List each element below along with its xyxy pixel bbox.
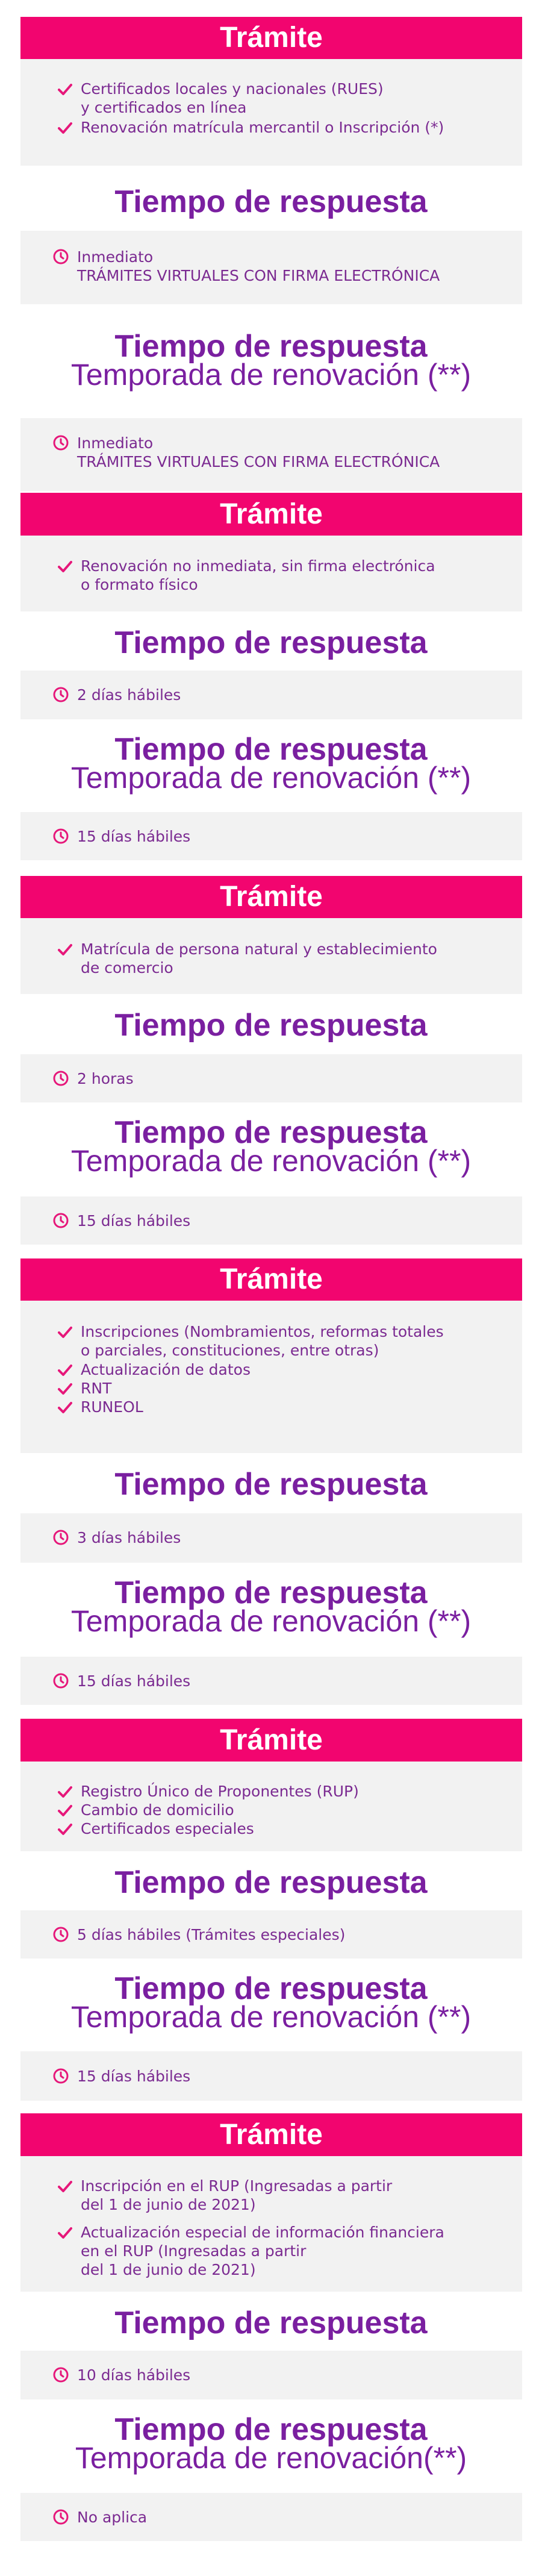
response-time-title: Tiempo de respuesta [114,625,428,660]
response-time-text: Inmediato TRÁMITES VIRTUALES CON FIRMA ELECTRÓNICA [77,248,440,284]
season-response-text: 15 días hábiles [77,828,191,845]
clock-icon [52,828,69,845]
tramite-header: Trámite [20,17,522,59]
response-time-value [77,1528,504,1547]
check-icon [58,1803,72,1816]
tramite-item-text: Inscripción en el RUP (Ingresadas a partir del 1 de junio de 2021) [81,2177,393,2213]
tramite-header: Trámite [20,493,522,536]
season-response-box [20,2051,522,2101]
clock-icon [52,1926,69,1943]
check-icon [58,942,72,955]
check-icon [58,1381,72,1395]
response-time-text: 5 días hábiles (Trámites especiales) [77,1926,346,1943]
check-icon [58,2225,72,2239]
season-response-title: Tiempo de respuesta [114,1115,428,1150]
response-time-box [20,671,522,719]
tramite-item-text: Matrícula de persona natural y establecimiento de comercio [81,940,437,977]
season-subtitle: Temporada de renovación (**) [70,358,472,392]
check-icon [58,82,72,95]
check-icon [58,1784,72,1798]
tramite-list-item [81,118,504,137]
tramite-item-text: Registro Único de Proponentes (RUP) [81,1783,359,1800]
clock-icon [52,1212,69,1229]
season-response-title: Tiempo de respuesta [114,732,428,767]
response-time-text: 2 días hábiles [77,686,181,704]
tramite-header: Trámite [20,2113,522,2156]
tramite-header: Trámite [20,1258,522,1301]
season-subtitle: Temporada de renovación (**) [70,1144,472,1178]
season-response-text: 15 días hábiles [77,1672,191,1690]
tramite-item-text: Renovación no inmediata, sin firma electrónica o formato físico [81,557,435,593]
tramite-list-item [81,1379,504,1398]
clock-icon [52,2068,69,2084]
tramite-item-text: Renovación matrícula mercantil o Inscripción (*) [81,119,444,136]
tramite-item-text: RNT [81,1380,112,1397]
tramite-item-text: Cambio de domicilio [81,1801,234,1819]
season-response-value [77,434,504,471]
check-icon [58,1325,72,1338]
season-subtitle: Temporada de renovación (**) [70,761,472,795]
tramite-list-item [81,1819,504,1838]
tramite-item-text: Certificados especiales [81,1820,254,1837]
tramite-item-text: Inscripciones (Nombramientos, reformas totales o parciales, constituciones, entre otras) [81,1323,444,1359]
tramite-list-item [81,80,504,117]
tramite-items-box [20,59,522,166]
tramite-item-text: RUNEOL [81,1398,143,1416]
clock-icon [52,1529,69,1546]
tramite-list-item [81,1360,504,1379]
tramite-header: Trámite [20,876,522,918]
season-response-value [77,1211,504,1230]
check-icon [58,1822,72,1835]
season-response-text: Inmediato TRÁMITES VIRTUALES CON FIRMA ELECTRÓNICA [77,434,440,470]
tramite-items-box [20,536,522,611]
check-icon [58,120,72,134]
clock-icon [52,1070,69,1087]
clock-icon [52,2509,69,2525]
response-time-box [20,1054,522,1102]
season-subtitle: Temporada de renovación (**) [70,1604,472,1638]
season-response-box [20,2493,522,2541]
tramite-items-box [20,1762,522,1851]
response-time-value [77,2366,504,2384]
check-icon [58,2179,72,2192]
clock-icon [52,686,69,703]
season-response-text: 15 días hábiles [77,2068,191,2085]
season-response-box [20,418,522,491]
tramite-list-item [81,2177,504,2214]
season-response-value [77,2067,504,2086]
tramite-header: Trámite [20,1719,522,1762]
season-subtitle: Temporada de renovación (**) [70,2000,472,2034]
tramite-items-box [20,1301,522,1453]
clock-icon [52,248,69,265]
response-time-title: Tiempo de respuesta [114,1467,428,1502]
check-icon [58,1400,72,1413]
season-response-title: Tiempo de respuesta [114,1575,428,1610]
season-response-title: Tiempo de respuesta [114,2412,428,2447]
check-icon [58,1363,72,1376]
tramite-list-item [81,1782,504,1801]
tramite-list-item [81,2223,504,2279]
tramite-list-item [81,557,504,594]
response-time-value [77,1925,504,1944]
season-subtitle: Temporada de renovación(**) [75,2441,467,2475]
season-response-text: 15 días hábiles [77,1212,191,1230]
response-time-value [77,686,504,704]
tramite-item-text: Actualización de datos [81,1361,251,1378]
response-time-title: Tiempo de respuesta [114,1008,428,1043]
season-response-value [77,1672,504,1690]
tramite-list-item [81,1322,504,1360]
clock-icon [52,1672,69,1689]
response-time-box [20,1910,522,1959]
season-response-box [20,812,522,860]
response-time-box [20,2351,522,2399]
response-time-title: Tiempo de respuesta [114,184,428,219]
season-response-value [77,827,504,846]
response-time-value [77,1069,504,1088]
tramite-item-text: Certificados locales y nacionales (RUES) y certificados en línea [81,80,384,116]
season-response-title: Tiempo de respuesta [114,1971,428,2006]
tramite-list-item [81,940,504,977]
response-time-text: 2 horas [77,1070,134,1087]
season-response-value [77,2508,504,2527]
tramite-item-text: Actualización especial de información financiera en el RUP (Ingresadas a partir del 1 de junio de 2021) [81,2224,444,2278]
response-time-value [77,248,504,285]
clock-icon [52,434,69,451]
tramite-items-box [20,2156,522,2292]
response-time-box [20,231,522,304]
season-response-title: Tiempo de respuesta [114,329,428,364]
tramite-list-item [81,1801,504,1819]
season-response-text: No aplica [77,2509,148,2526]
season-response-box [20,1196,522,1245]
check-icon [58,559,72,572]
tramite-items-box [20,918,522,994]
response-time-box [20,1513,522,1563]
response-time-text: 10 días hábiles [77,2366,191,2384]
response-time-title: Tiempo de respuesta [114,1865,428,1900]
tramite-list-item [81,1398,504,1416]
season-response-box [20,1657,522,1705]
response-time-title: Tiempo de respuesta [114,2306,428,2340]
response-time-text: 3 días hábiles [77,1529,181,1546]
clock-icon [52,2366,69,2383]
